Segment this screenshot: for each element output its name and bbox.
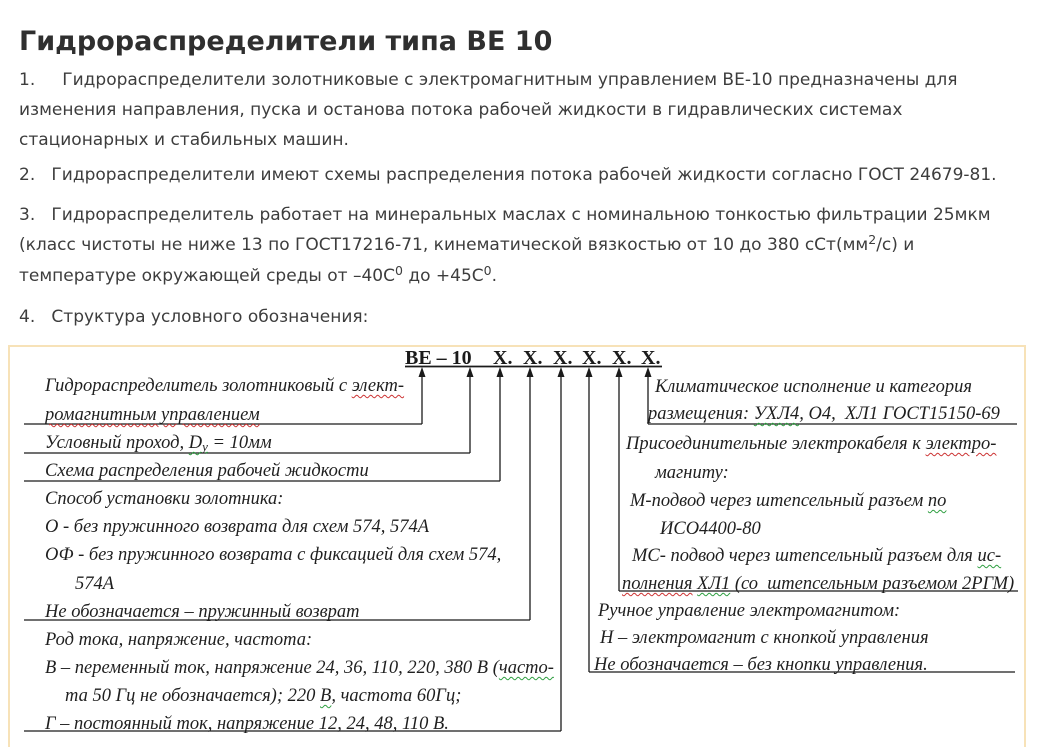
label-climate-line-2: размещения: УХЛ4, О4, ХЛ1 ГОСТ15150-69 [648,404,1000,424]
code-x-4: Х. [582,347,602,369]
label-option-of-line-1: ОФ - без пружинного возврата с фиксацией для схем 574, [45,545,502,565]
designation-code-prefix: ВЕ – 10 [405,347,472,369]
label-manual-control: Ручное управление электромагнитом: [598,601,901,621]
paragraph-2: 2. Гидрораспределители имеют схемы распределения потока рабочей жидкости согласно ГОСТ 24679-81. [19,165,997,185]
label-m-connector-line-2: ИСО4400-80 [660,519,761,539]
label-cable-connection-line-2: магниту: [655,463,729,483]
label-mc-connector-line-1: МС- подвод через штепсельный разъем для ис- [632,546,1002,566]
page-title: Гидрораспределители типа ВЕ 10 [19,26,553,58]
paragraph-4: 4. Структура условного обозначения: [19,307,369,327]
label-h-button: Н – электромагнит с кнопкой управления [600,628,929,648]
superscript: 0 [394,263,403,278]
label-mc-connector-line-2: полнения ХЛ1 (со штепсельным разъемом 2РГМ) [622,574,1015,594]
code-x-1: Х. [493,347,513,369]
label-spring-return: Не обозначается – пружинный возврат [45,602,360,622]
paragraph-1-line-1: 1. Гидрораспределители золотниковые с электромагнитным управлением ВЕ-10 предназначены для [19,70,958,90]
paragraph-3-line-3: температуре окружающей среды от $-40С^0$ до $+45С^0$. [19,263,497,286]
label-option-of-line-2: 574А [75,574,115,594]
designation-structure-box [8,345,1026,747]
code-x-6: Х. [641,347,661,369]
label-ac-line-1: В – переменный ток, напряжение 24, 36, 110, 220, 380 В (часто- [45,658,554,678]
label-m-connector-line-1: М-подвод через штепсельный разъем по [630,491,947,511]
label-spool-mounting: Способ установки золотника: [45,489,284,509]
label-ac-line-2: та 50 Гц не обозначается); 220 В, частота 60Гц; [65,686,462,706]
label-option-o: О - без пружинного возврата для схем 574, 574А [45,517,430,537]
code-x-2: Х. [523,347,543,369]
label-current-type: Род тока, напряжение, частота: [45,630,313,650]
label-climate-line-1: Климатическое исполнение и категория [655,377,972,397]
superscript: 2 [868,232,877,247]
label-dc: Г – постоянный ток, напряжение 12, 24, 48, 110 В. [45,714,449,734]
label-no-button: Не обозначается – без кнопки управления. [594,655,928,675]
code-x-5: Х. [612,347,632,369]
label-flow-scheme: Схема распределения рабочей жидкости [45,461,369,481]
label-valve-type-line-1: Гидрораспределитель золотниковый с элект- [45,376,405,396]
label-valve-type-line-2: ромагнитным управлением [45,405,260,425]
label-nominal-bore: Условный проход, Dу = 10мм [45,433,272,454]
paragraph-3-line-1: 3. Гидрораспределитель работает на минеральных маслах с номинальною тонкостью фильтрации 25мкм [19,205,991,225]
paragraph-1-line-3: стационарных и стабильных машин. [19,130,349,150]
paragraph-3-line-2: (класс чистоты не ниже 13 по ГОСТ17216-71, кинематической вязкостью от 10 до 380 $сСт(мм^2/с)$ и [19,232,915,255]
code-x-3: Х. [553,347,573,369]
superscript: 0 [483,263,492,278]
label-cable-connection-line-1: Присоединительные электрокабеля к электро- [626,434,997,454]
paragraph-1-line-2: изменения направления, пуска и останова потока рабочей жидкости в гидравлических системах [19,100,903,120]
